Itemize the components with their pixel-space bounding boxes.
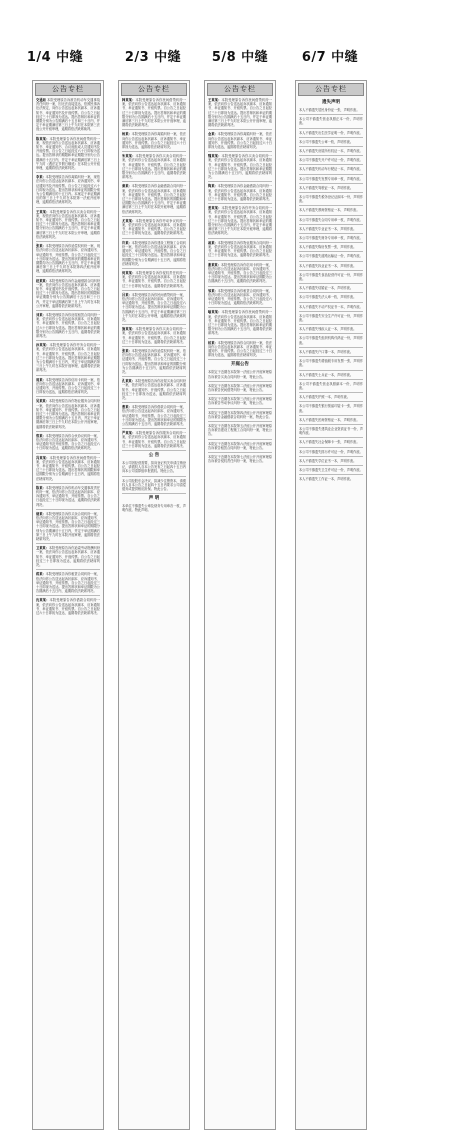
strip-body: 韩某某：本院受理原告诉你民间借贷纠纷一案，依法向你公告送达起诉状副本、应诉通知书、举证通知书、开庭传票。自公告之日起经过三十日即视为送达。提出答辩状和举证的期限分别为公告期满后十五日内，并定于举证期满后第三日上午九时在本院公开开庭审理，逾期将依法缺席判决。 杨某：本院受理原告诉你离婚纠纷一案，依法向你公告送达起诉状副本、应诉通知书、举证通知书、开庭传票。自公告之日起经过六十日即视为送达，逾期将依法缺席判决。 朱某某：本院受理原告诉你买卖合同纠纷一案，依法向你公告送达起诉状副本、应诉通知书、举证通知书、开庭传票。自公告之日起经过三十日即视为送达。提出答辩状和举证的期限分别为公告期满后十五日内，逾期将依法缺席判决。 秦某：本院受理原告诉你金融借款合同纠纷一案，依法向你公告送达起诉状副本、应诉通知书、举证通知书、开庭传票。自公告之日起经过三十日即视为送达。提出答辩状的期限和举证期限为公告期满后十五日内，并定于举证期满后第三日上午九时在本院开庭审理，逾期将依法缺席判决。 尤某某：本院受理原告诉你劳动争议纠纷一案，依法向你公告送达起诉状副本、应诉通知书、举证通知书、开庭传票。自公告之日起经过三十日即视为送达，逾期将依法缺席判决。 许某：本院受理原告诉你建设工程施工合同纠纷一案，依法向你公告送达起诉状副本、应诉通知书、举证通知书、开庭传票。自公告之日起经过三十日即视为送达。提出答辩状和举证的期限分别为公告期满后十五日内，逾期将依法缺席判决。 何某某：本院受理原告诉你侵权责任纠纷一案，依法向你公告送达起诉状副本、应诉通知书、举证通知书、开庭传票。自公告之日起经过三十日即视为送达，逾期将依法缺席判决。 吕某：本院受理原告诉你民间借贷纠纷一案，依法向你公告送达起诉状副本、应诉通知书、举证通知书、开庭传票。自公告之日起经过六十日即视为送达。提出答辩状和举证期限为公告期满后十五日内，并定于举证期满后第三日上午九时在本院公开审理，逾期将依法缺席判决。 施某某：本院受理原告诉你买卖合同纠纷一案，依法向你公告送达起诉状副本、应诉通知书、举证通知书、开庭传票。自公告之日起经过三十日即视为送达，逾期将依法缺席判决。 张某：本院受理原告诉你追偿权纠纷一案，依法向你公告送达起诉状副本、应诉通知书、举证通知书、开庭传票。自公告之日起经过三十日即视为送达。提出答辩状和举证的期限分别为公告期满后十五日内，逾期将依法缺席判决。 孔某某：本院受理原告诉你房屋买卖合同纠纷一案，依法向你公告送达起诉状副本、应诉通知书、举证通知书、开庭传票。自公告之日起经过三十日即视为送达，逾期将依法缺席判决。 曹某：本院受理原告诉你借款合同纠纷一案，依法向你公告送达起诉状副本、应诉通知书、举证通知书、开庭传票。自公告之日起经过三十日即视为送达。提出答辩状和举证的期限为公告期满后十五日内，逾期将依法缺席判决。 严某某：本院受理原告诉你服务合同纠纷一案，依法向你公告送达起诉状副本、应诉通知书、举证通知书、开庭传票。自公告之日起经过三十日即视为送达，逾期将依法缺席判决。 公 告 本公司因经营需要，拟向登记机关申请注销登记，请债权人自本公告发布之日起四十五日内向本公司清算组申报债权。特此公告。 本公司经股东会决议，拟减少注册资本，请债权人自本公告之日起四十五日内要求公司清偿债务或提供相应担保。特此公告。 声 明 本单位不慎遗失公章及财务专用章各一枚，声明作废。特此声明。 <box>122 98 187 513</box>
section-title-lost: 遗失声明 <box>322 100 340 105</box>
strip-body: 交通局 本院受理原告诉被告机动车交通事故责任纠纷一案，因无法直接送达，依照民事诉讼法规定，向你公告送达起诉状副本、应诉通知书、举证通知书及开庭传票。自公告之日起经过三十日即视为送达。提出答辩状和举证的期限分别为公告期满后十五日和三十日内，并定于举证期满后第三日上午九时在本院第三法庭公开开庭审理，逾期将依法缺席裁判。 陈某某：本院受理原告诉你民间借贷纠纷一案，现依法向你公告送达起诉状副本、应诉通知书、举证通知书、合议庭组成人员通知书及开庭传票。自公告之日起经过六十日即视为送达。提出答辩状的期限和举证期限分别为公告期满后十五日内，并定于举证期满后第三日上午九时（遇法定节假日顺延）在本院公开开庭审理，逾期将依法缺席判决。 李某：本院受理原告诉你离婚纠纷一案，现依法向你公告送达起诉状副本、应诉通知书、举证通知书及开庭传票。自公告之日起经过六十日即视为送达。提出答辩状和举证的期限分别为公告期满后的十五日内。本案定于举证期满后的第三日上午九时在本院第一法庭开庭审理，逾期将依法缺席判决。 王某某：本院受理原告诉你买卖合同纠纷一案，现依法向你公告送达起诉状副本、应诉通知书、举证通知书、开庭传票。自公告之日起经过三十日即视为送达。提出答辩状和举证期限分别为公告期满后十五日内，并定于举证期满后第三日上午九时在本院公开审理，逾期将依法缺席判决。 张某：本院受理原告诉你追偿权纠纷一案，现依法向你公告送达起诉状副本、应诉通知书、举证通知书、开庭传票。自公告之日起经过三十日即视为送达。提出答辩状的期限和举证的期限均为公告期满后十五日内，并定于举证期满后第三日上午九时在本院第四法庭开庭审理，逾期将依法缺席判决。 赵某某：本院受理原告诉你金融借款合同纠纷一案，依法向你公告送达起诉状副本、应诉通知书、举证通知书及开庭传票。自公告之日起经过三十日即视为送达。提出答辩状的期限和举证期限分别为公告期满后十五日和三十日内，并定于举证期满后第三日上午九时在本院公开审理，逾期将依法缺席判决。 刘某：本院受理原告诉你房屋租赁合同纠纷一案，依法向你公告送达起诉状副本、应诉通知书、举证通知书、开庭传票。自公告之日起经过六十日即视为送达。提出答辩状和举证的期限分别为公告期满后十五日内，逾期将依法缺席判决。 孙某某：本院受理原告诉你劳务合同纠纷一案，依法向你公告送达起诉状副本、应诉通知书、举证通知书、开庭传票。自公告之日起经过三十日即视为送达。提出答辩状和举证期限为公告期满后十五日内，并定于举证期满后第三日上午九时在本院开庭审理，逾期将依法缺席判决。 周某：本院受理原告诉你信用卡纠纷一案，依法向你公告送达起诉状副本、应诉通知书、举证通知书、开庭传票。自公告之日起经过三十日即视为送达，逾期将依法缺席判决。 吴某某：本院受理原告诉你物业服务合同纠纷一案，依法向你公告送达起诉状副本、应诉通知书、举证通知书、开庭传票。自公告之日起经过三十日即视为送达。提出答辩状和举证的期限分别为公告期满后十五日内，并定于举证期满后第三日上午九时在本院公开开庭审理，逾期将依法缺席判决。 郑某：本院受理原告诉你合伙协议纠纷一案，依法向你公告送达起诉状副本、应诉通知书、举证通知书及开庭传票。自公告之日起经过六十日即视为送达，逾期将依法缺席判决。 冯某某：本院受理原告诉你民间借贷纠纷一案，依法向你公告送达起诉状副本、应诉通知书、举证通知书、开庭传票。自公告之日起经过三十日即视为送达。提出答辩状的期限和举证期限分别为公告期满后十五日内，逾期将依法缺席判决。 陈某：本院受理原告诉你机动车交通事故责任纠纷一案，依法向你公告送达起诉状副本、应诉通知书、举证通知书、开庭传票。自公告之日起经过三十日即视为送达，逾期将依法缺席判决。 褚某：本院受理原告诉你买卖合同纠纷一案，依法向你公告送达起诉状副本、应诉通知书、举证通知书、开庭传票。自公告之日起经过三十日即视为送达。提出答辩状和举证的期限分别为公告期满后十五日内，并定于举证期满后第三日上午九时在本院开庭审理，逾期将依法缺席判决。 卫某某：本院受理原告诉你追索劳动报酬纠纷一案，依法向你公告送达起诉状副本、应诉通知书、举证通知书、开庭传票。自公告之日起经过三十日即视为送达，逾期将依法缺席判决。 蒋某：本院受理原告诉你租赁合同纠纷一案，依法向你公告送达起诉状副本、应诉通知书、举证通知书、开庭传票。自公告之日起经过三十日即视为送达。提出答辩状和举证期限为公告期满后十五日内，逾期将依法缺席判决。 沈某某：本院受理原告诉你借款合同纠纷一案，依法向你公告送达起诉状副本、应诉通知书、举证通知书、开庭传票。自公告之日起经过六十日即视为送达，逾期将依法缺席判决。 <box>36 98 101 615</box>
strip-body: 王某某：本院受理原告诉你民间借贷纠纷一案，依法向你公告送达起诉状副本、应诉通知书、举证通知书、开庭传票。自公告之日起经过三十日即视为送达。提出答辩状和举证的期限分别为公告期满后十五日内，并定于举证期满后第三日上午九时在本院公开开庭审理，逾期将依法缺席判决。 金某：本院受理原告诉你离婚纠纷一案，依法向你公告送达起诉状副本、应诉通知书、举证通知书、开庭传票。自公告之日起经过六十日即视为送达，逾期将依法缺席判决。 魏某某：本院受理原告诉你买卖合同纠纷一案，依法向你公告送达起诉状副本、应诉通知书、举证通知书、开庭传票。自公告之日起经过三十日即视为送达。提出答辩状和举证期限为公告期满后十五日内，逾期将依法缺席判决。 陶某：本院受理原告诉你金融借款合同纠纷一案，依法向你公告送达起诉状副本、应诉通知书、举证通知书、开庭传票。自公告之日起经过三十日即视为送达，逾期将依法缺席判决。 姜某某：本院受理原告诉你劳务合同纠纷一案，依法向你公告送达起诉状副本、应诉通知书、举证通知书、开庭传票。自公告之日起经过三十日即视为送达。提出答辩状和举证的期限分别为公告期满后十五日内，并定于举证期满后第三日上午九时在本院开庭审理，逾期将依法缺席判决。 戚某：本院受理原告诉你物业服务合同纠纷一案，依法向你公告送达起诉状副本、应诉通知书、举证通知书、开庭传票。自公告之日起经过三十日即视为送达，逾期将依法缺席判决。 谢某某：本院受理原告诉你信用卡纠纷一案，依法向你公告送达起诉状副本、应诉通知书、举证通知书、开庭传票。自公告之日起经过三十日即视为送达。提出答辩状和举证期限为公告期满后十五日内，逾期将依法缺席判决。 邹某：本院受理原告诉你租赁合同纠纷一案，依法向你公告送达起诉状副本、应诉通知书、举证通知书、开庭传票。自公告之日起经过六十日即视为送达，逾期将依法缺席判决。 喻某某：本院受理原告诉你民间借贷纠纷一案，依法向你公告送达起诉状副本、应诉通知书、举证通知书、开庭传票。自公告之日起经过三十日即视为送达。提出答辩状和举证的期限分别为公告期满后十五日内，逾期将依法缺席判决。 柏某：本院受理原告诉你合同纠纷一案，依法向你公告送达起诉状副本、应诉通知书、举证通知书、开庭传票。自公告之日起经过三十日即视为送达，逾期将依法缺席判决。 开庭公告 本院定于近期在本院第一法庭公开开庭审理原告诉被告买卖合同纠纷一案，特此公告。 本院定于近期在本院第二法庭公开开庭审理原告诉被告民间借贷纠纷一案，特此公告。 本院定于近期在本院第三法庭公开开庭审理原告诉被告劳动争议纠纷一案，特此公告。 本院定于近期在本院第四法庭公开开庭审理原告诉被告金融借款合同纠纷一案，特此公告。 本院定于近期在本院第五法庭公开开庭审理原告诉被告建设工程施工合同纠纷一案，特此公告。 本院定于近期在本院第六法庭公开开庭审理原告诉被告租赁合同纠纷一案，特此公告。 本院定于近期在本院第七法庭公开开庭审理原告诉被告侵权责任纠纷一案，特此公告。 <box>208 98 273 464</box>
section-title-notice: 公 告 <box>148 453 160 459</box>
section-title-hearing: 开庭公告 <box>231 362 249 368</box>
notice-strip-3 <box>204 80 276 1130</box>
notice-strip-4 <box>295 80 367 1130</box>
strip-body: 遗失声明 本人不慎遗失居民身份证一张，声明作废。 本公司不慎遗失营业执照正本一份，声明作废。 本人不慎遗失出生医学证明一份，声明作废。 本公司不慎遗失公章一枚，声明作废。 本人不慎遗失房屋所有权证一本，声明作废。 本公司不慎遗失开户许可证一份，声明作废。 本人不慎遗失机动车行驶证一本，声明作废。 本公司不慎遗失发票专用章一枚，声明作废。 本人不慎遗失驾驶证一本，声明作废。 本公司不慎遗失税务登记证副本一份，声明作废。 本人不慎遗失教师资格证一本，声明作废。 本公司不慎遗失合同专用章一枚，声明作废。 本人不慎遗失毕业证书一本，声明作废。 本公司不慎遗失财务专用章一枚，声明作废。 本人不慎遗失购房发票一张，声明作废。 本公司不慎遗失道路运输证一份，声明作废。 本人不慎遗失执业证书一本，声明作废。 本公司不慎遗失食品经营许可证一份，声明作废。 本人不慎遗失结婚证一本，声明作废。 本公司不慎遗失法人章一枚，声明作废。 本人不慎遗失不动产权证书一本，声明作废。 本公司不慎遗失安全生产许可证一份，声明作废。 本人不慎遗失残疾人证一本，声明作废。 本公司不慎遗失组织机构代码证一份，声明作废。 本人不慎遗失户口簿一本，声明作废。 本公司不慎遗失增值税专用发票一张，声明作废。 本人不慎遗失士兵证一本，声明作废。 本公司不慎遗失营业执照副本一份，声明作废。 本人不慎遗失护照一本，声明作废。 本公司不慎遗失银行预留印鉴卡一张，声明作废。 本人不慎遗失医师资格证一本，声明作废。 本公司不慎遗失建筑业企业资质证书一份，声明作废。 本人不慎遗失社会保障卡一张，声明作废。 本公司不慎遗失排污许可证一份，声明作废。 本人不慎遗失学位证书一本，声明作废。 本公司不慎遗失卫生许可证一份，声明作废。 本人不慎遗失工作证一本，声明作废。 <box>299 100 363 482</box>
col-title-1: 1/4 中缝 <box>26 50 84 65</box>
section-title-statement: 声 明 <box>148 496 160 502</box>
strip-header: 公告专栏 <box>207 83 273 96</box>
notice-strip-2 <box>118 80 190 1130</box>
strip-header: 公告专栏 <box>35 83 101 96</box>
strip-header: 公告专栏 <box>121 83 187 96</box>
notice-strip-1 <box>32 80 104 1130</box>
col-title-3: 5/8 中缝 <box>211 50 269 65</box>
col-title-2: 2/3 中缝 <box>124 50 182 65</box>
col-title-4: 6/7 中缝 <box>301 50 359 65</box>
strip-header: 公告专栏 <box>298 83 364 96</box>
